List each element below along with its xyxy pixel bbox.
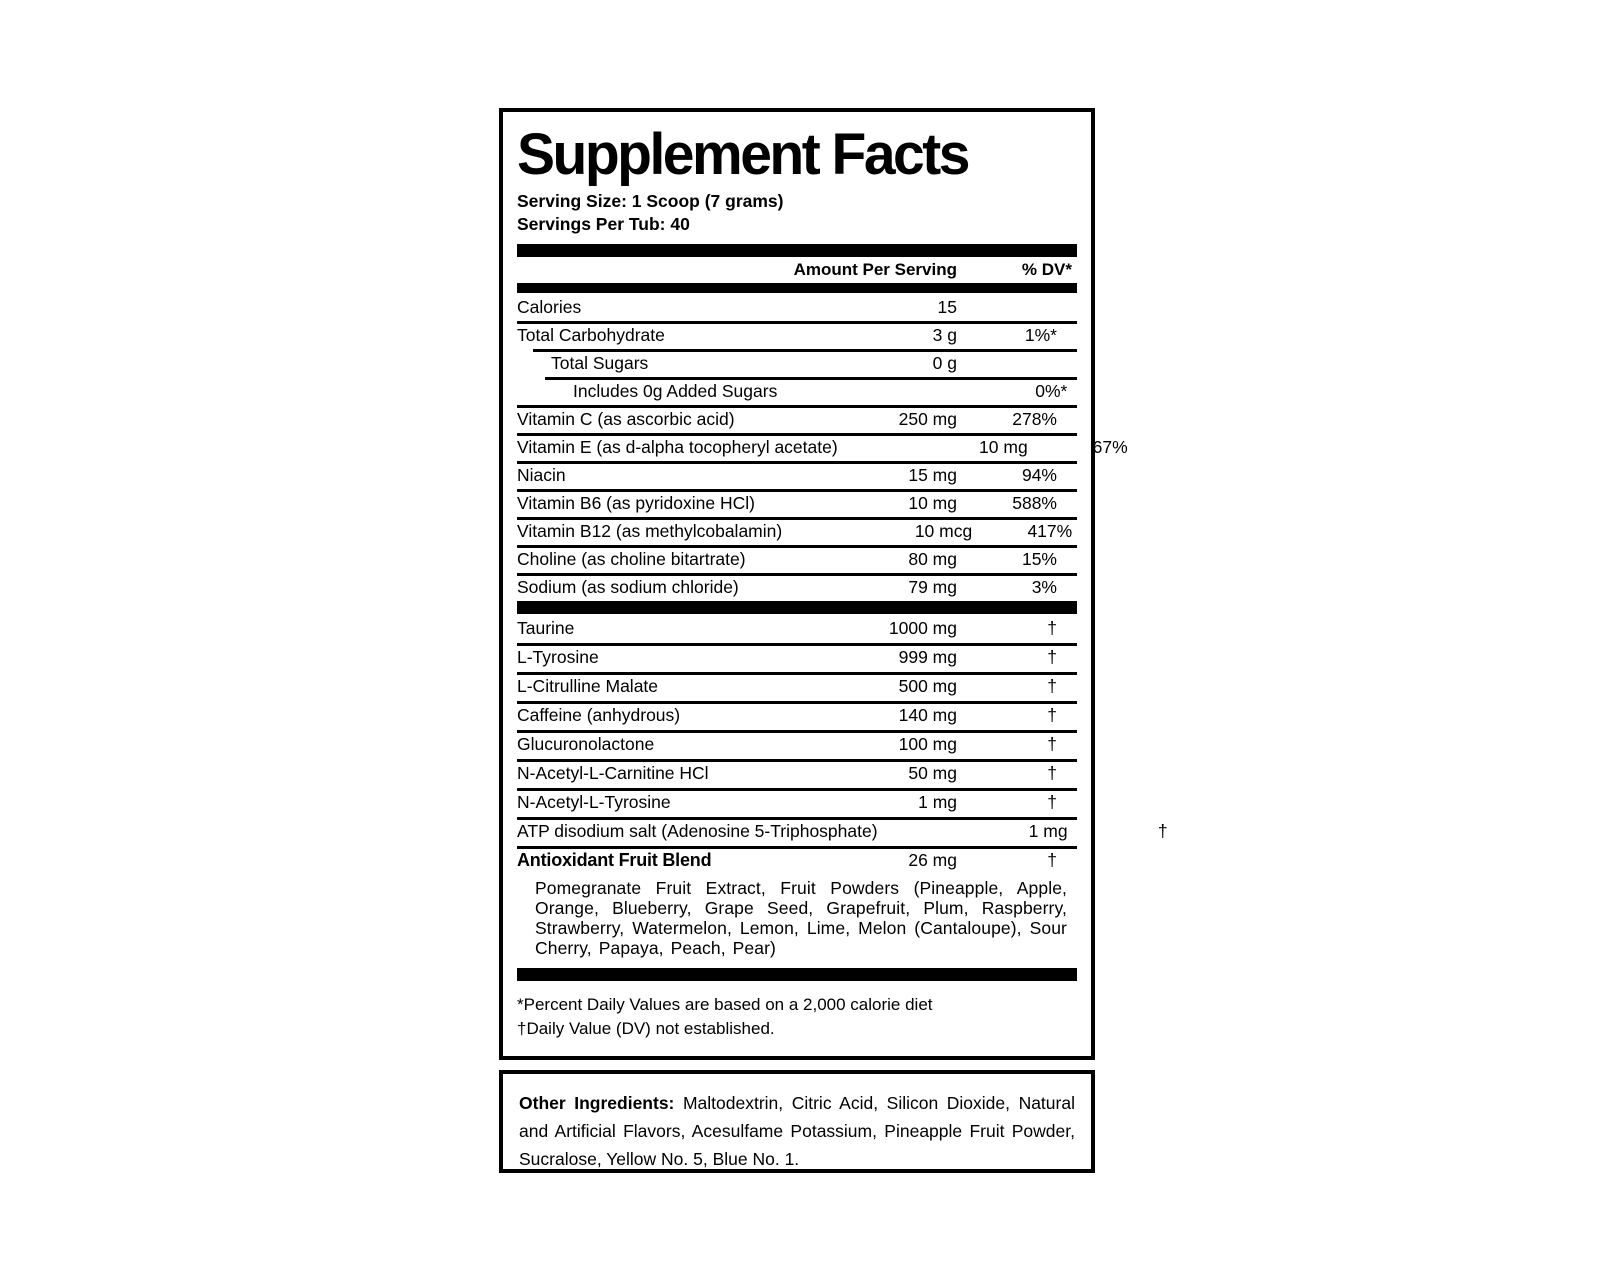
actives-table [517, 614, 1168, 875]
footnotes [517, 993, 1077, 1041]
ingredient-amount: 26 mg [908, 850, 957, 870]
servings-per-tub-label: Servings Per Tub: [517, 214, 666, 234]
divider-bar-middle [517, 601, 1077, 614]
nutrient-name: Vitamin B6 (as pyridoxine HCl) [517, 492, 755, 513]
table-row [517, 377, 1077, 405]
table-row [517, 573, 1077, 601]
nutrient-name: Choline (as choline bitartrate) [517, 548, 746, 569]
footnote-dagger: †Daily Value (DV) not established. [517, 1019, 775, 1038]
ingredient-amount: 500 mg [898, 676, 957, 696]
table-row [517, 817, 1168, 846]
ingredient-amount: 1 mg [918, 792, 957, 812]
table-row [517, 321, 1077, 349]
table-row [517, 489, 1077, 517]
table-row [517, 759, 1077, 788]
nutrient-dv: 417% [1027, 520, 1073, 541]
other-ingredients-panel [499, 1070, 1095, 1173]
ingredient-amount: 999 mg [898, 647, 957, 667]
ingredient-dv: † [1047, 763, 1057, 783]
ingredient-name: Glucuronolactone [517, 734, 655, 754]
ingredient-amount: 140 mg [898, 705, 957, 725]
servings-per-tub-line [517, 213, 1077, 236]
ingredient-dv: † [1047, 676, 1057, 696]
nutrient-amount: 3 g [932, 324, 957, 345]
divider-bar-bottom [517, 968, 1077, 981]
other-ingredients-text [519, 1089, 1075, 1173]
nutrient-name: Vitamin C (as ascorbic acid) [517, 408, 735, 429]
ingredient-name: N-Acetyl-L-Carnitine HCl [517, 763, 709, 783]
ingredient-name: Caffeine (anhydrous) [517, 705, 681, 725]
nutrient-name: Niacin [517, 464, 566, 485]
nutrient-name: Vitamin B12 (as methylcobalamin) [517, 520, 783, 541]
nutrient-amount: 15 mg [908, 464, 957, 485]
antioxidant-blend-description: Pomegranate Fruit Extract, Fruit Powders (Pineapple, Apple, Orange, Blueberry, Grape Seed, Grapefruit, Plum, Raspberry, Strawberry, Watermelon, Lemon, Lime, Melon (Cantaloupe), Sour Cherry, Papaya, Peach, Pear) [535, 878, 1067, 958]
ingredient-dv: † [1047, 618, 1057, 638]
ingredient-name: Antioxidant Fruit Blend [517, 850, 712, 870]
nutrient-amount: 0 g [932, 352, 957, 373]
table-row [517, 672, 1077, 701]
table-row [517, 461, 1077, 489]
nutrients-table [517, 293, 1128, 601]
nutrient-amount: 250 mg [898, 408, 957, 429]
nutrient-amount: 15 [937, 296, 957, 317]
serving-info [517, 190, 1077, 236]
nutrient-dv: 1%* [1024, 324, 1057, 345]
nutrient-dv: 278% [1012, 408, 1057, 429]
ingredient-amount: 100 mg [898, 734, 957, 754]
nutrient-amount: 10 mg [979, 436, 1028, 457]
ingredient-name: ATP disodium salt (Adenosine 5-Triphosphate) [517, 821, 878, 841]
table-row [517, 701, 1077, 730]
nutrient-dv: 67% [1092, 436, 1128, 457]
ingredient-dv: † [1047, 647, 1057, 667]
divider-bar-under-header [517, 283, 1077, 293]
ingredient-dv: † [1047, 792, 1057, 812]
nutrient-dv: 94% [1021, 464, 1057, 485]
servings-per-tub-value: 40 [670, 214, 690, 234]
table-row [517, 517, 1077, 545]
ingredient-amount: 50 mg [908, 763, 957, 783]
header-percent-dv: % DV* [1021, 260, 1072, 279]
nutrient-name: Total Sugars [551, 352, 649, 373]
nutrient-name: Includes 0g Added Sugars [573, 380, 778, 401]
panel-title: Supplement Facts [517, 121, 968, 188]
nutrient-amount: 79 mg [908, 576, 957, 597]
nutrient-dv: 588% [1012, 492, 1057, 513]
other-ingredients-list: Maltodextrin, Citric Acid, Silicon Dioxide, Natural and Artificial Flavors, Acesulfame Potassium, Pineapple Fruit Powder, Sucralose, Yellow No. 5, Blue No. 1. [519, 1093, 1075, 1169]
table-row [517, 614, 1077, 643]
serving-size-label: Serving Size: [517, 191, 627, 211]
ingredient-name: Taurine [517, 618, 575, 638]
header-amount-per-serving: Amount Per Serving [793, 260, 957, 279]
table-header-row [517, 257, 1077, 283]
nutrient-amount: 10 mcg [914, 520, 973, 541]
table-row [517, 788, 1077, 817]
ingredient-amount: 1 mg [1028, 821, 1068, 841]
ingredient-dv: † [1157, 821, 1168, 841]
table-row [517, 433, 1128, 461]
ingredient-dv: † [1047, 850, 1057, 870]
nutrient-dv: 0%* [1035, 380, 1068, 401]
table-row [517, 405, 1077, 433]
table-row [517, 846, 1077, 875]
other-ingredients-label: Other Ingredients: [519, 1093, 675, 1113]
ingredient-dv: † [1047, 705, 1057, 725]
table-row [517, 349, 1077, 377]
ingredient-dv: † [1047, 734, 1057, 754]
nutrient-amount: 80 mg [908, 548, 957, 569]
serving-size-line [517, 190, 1077, 213]
ingredient-name: L-Tyrosine [517, 647, 599, 667]
nutrient-name: Total Carbohydrate [517, 324, 665, 345]
table-row [517, 730, 1077, 759]
nutrient-dv: 15% [1021, 548, 1057, 569]
table-row [517, 545, 1077, 573]
supplement-facts-panel [499, 108, 1168, 1060]
nutrient-name: Calories [517, 296, 582, 317]
nutrient-amount: 10 mg [908, 492, 957, 513]
divider-bar-top [517, 244, 1077, 257]
footnote-percent-dv: *Percent Daily Values are based on a 2,000 calorie diet [517, 995, 933, 1014]
table-row [517, 293, 1077, 321]
serving-size-value: 1 Scoop (7 grams) [631, 191, 784, 211]
ingredient-name: L-Citrulline Malate [517, 676, 659, 696]
ingredient-name: N-Acetyl-L-Tyrosine [517, 792, 671, 812]
table-row [517, 643, 1077, 672]
nutrient-name: Vitamin E (as d-alpha tocopheryl acetate) [517, 436, 838, 457]
ingredient-amount: 1000 mg [888, 618, 957, 638]
nutrient-name: Sodium (as sodium chloride) [517, 576, 739, 597]
nutrient-dv: 3% [1031, 576, 1057, 597]
